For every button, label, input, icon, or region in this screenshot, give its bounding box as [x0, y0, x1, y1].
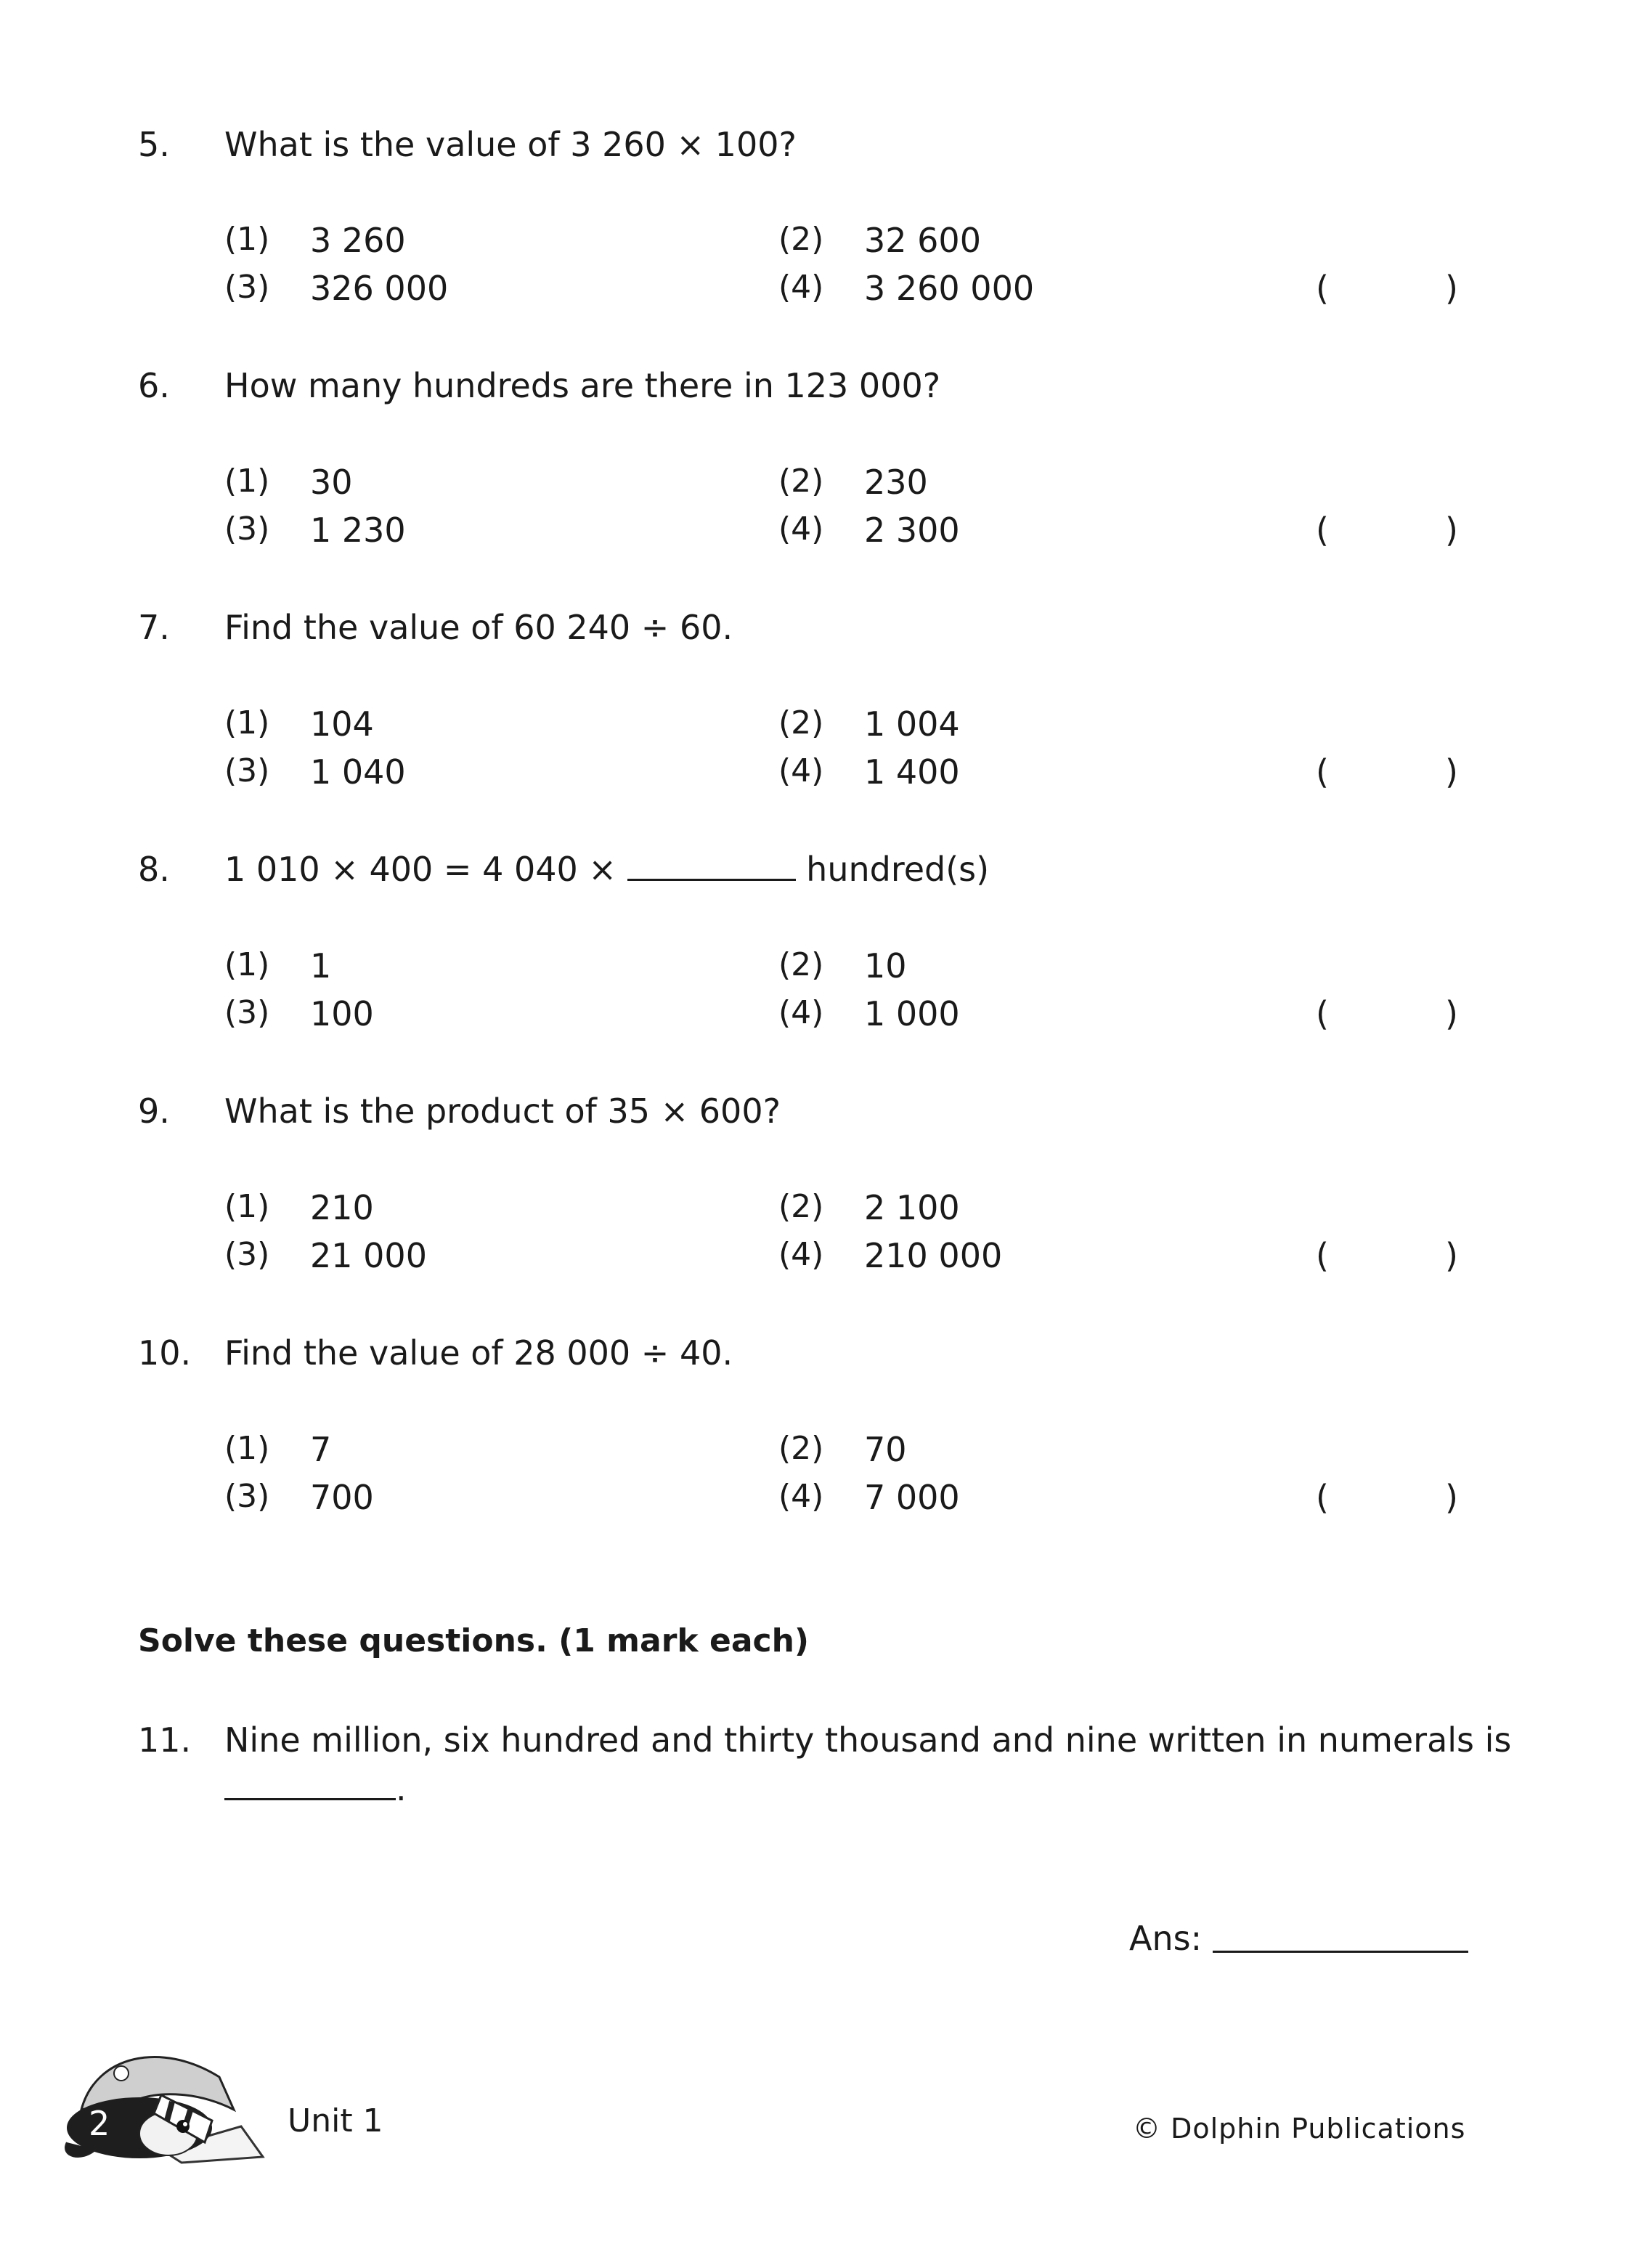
- option-value[interactable]: 1 230: [310, 511, 406, 550]
- option-tag: (4): [778, 1236, 824, 1273]
- option-tag: (4): [778, 752, 824, 789]
- option-value[interactable]: 1 040: [310, 752, 406, 792]
- answer-bracket-open: (: [1316, 994, 1329, 1033]
- option-tag: (4): [778, 269, 824, 306]
- option-value[interactable]: 700: [310, 1478, 374, 1517]
- answer-bracket-open: (: [1316, 269, 1329, 308]
- option-value[interactable]: 104: [310, 704, 374, 744]
- option-value[interactable]: 326 000: [310, 269, 449, 308]
- option-value[interactable]: 1 000: [864, 994, 960, 1033]
- question-text: 1 010 × 400 = 4 040 × hundred(s): [224, 850, 990, 889]
- section-heading: Solve these questions. (1 mark each): [138, 1622, 810, 1659]
- option-value[interactable]: 210: [310, 1188, 374, 1227]
- answer-label: Ans:: [1129, 1919, 1203, 1958]
- copyright-text: © Dolphin Publications: [1133, 2113, 1466, 2145]
- option-value[interactable]: 1: [310, 946, 332, 985]
- option-tag: (4): [778, 994, 824, 1031]
- option-value[interactable]: 2 300: [864, 511, 960, 550]
- answer-bracket-open: (: [1316, 1236, 1329, 1275]
- option-tag: (1): [224, 704, 270, 741]
- answer-bracket-close: ): [1445, 511, 1458, 550]
- answer-bracket-open: (: [1316, 511, 1329, 550]
- option-value[interactable]: 32 600: [864, 221, 981, 260]
- option-tag: (1): [224, 1188, 270, 1225]
- option-value[interactable]: 210 000: [864, 1236, 1003, 1275]
- option-value[interactable]: 2 100: [864, 1188, 960, 1227]
- question-number: 5.: [138, 125, 170, 164]
- fill-in-blank[interactable]: [224, 1798, 396, 1800]
- option-tag: (2): [778, 946, 824, 983]
- penguin-mascot-icon: [52, 2041, 299, 2167]
- option-tag: (4): [778, 1478, 824, 1515]
- option-tag: (4): [778, 511, 824, 548]
- option-tag: (2): [778, 1188, 824, 1225]
- option-value[interactable]: 1 004: [864, 704, 960, 744]
- option-tag: (1): [224, 221, 270, 258]
- option-value[interactable]: 10: [864, 946, 907, 985]
- answer-bracket-close: ): [1445, 1478, 1458, 1517]
- option-tag: (1): [224, 463, 270, 500]
- option-tag: (3): [224, 269, 270, 306]
- option-tag: (3): [224, 511, 270, 548]
- question-number: 8.: [138, 850, 170, 889]
- option-tag: (3): [224, 1236, 270, 1273]
- question-text: How many hundreds are there in 123 000?: [224, 366, 941, 405]
- answer-bracket-close: ): [1445, 269, 1458, 308]
- option-tag: (2): [778, 1430, 824, 1467]
- option-tag: (2): [778, 221, 824, 258]
- answer-bracket-open: (: [1316, 1478, 1329, 1517]
- answer-bracket-close: ): [1445, 752, 1458, 792]
- question-text: What is the value of 3 260 × 100?: [224, 125, 797, 164]
- question-number: 9.: [138, 1092, 170, 1131]
- answer-bracket-close: ): [1445, 994, 1458, 1033]
- page-number: 2: [89, 2104, 110, 2143]
- option-tag: (3): [224, 994, 270, 1031]
- option-value[interactable]: 1 400: [864, 752, 960, 792]
- option-value[interactable]: 3 260: [310, 221, 406, 260]
- option-tag: (2): [778, 704, 824, 741]
- question-number: 6.: [138, 366, 170, 405]
- answer-bracket-close: ): [1445, 1236, 1458, 1275]
- option-value[interactable]: 70: [864, 1430, 907, 1469]
- question-number: 11.: [138, 1720, 192, 1760]
- unit-label: Unit 1: [288, 2102, 383, 2139]
- option-tag: (2): [778, 463, 824, 500]
- option-value[interactable]: 30: [310, 463, 353, 502]
- answer-bracket-open: (: [1316, 752, 1329, 792]
- option-tag: (3): [224, 1478, 270, 1515]
- question-number: 7.: [138, 608, 170, 647]
- question-text: Nine million, six hundred and thirty thousand and nine written in numerals is: [224, 1720, 1512, 1760]
- answer-line[interactable]: [1213, 1951, 1468, 1953]
- option-value[interactable]: 7: [310, 1430, 332, 1469]
- question-text: Find the value of 60 240 ÷ 60.: [224, 608, 733, 647]
- option-tag: (1): [224, 946, 270, 983]
- fill-in-blank[interactable]: [627, 879, 796, 881]
- question-text: Find the value of 28 000 ÷ 40.: [224, 1333, 733, 1373]
- option-value[interactable]: 7 000: [864, 1478, 960, 1517]
- option-value[interactable]: 3 260 000: [864, 269, 1035, 308]
- option-tag: (3): [224, 752, 270, 789]
- option-tag: (1): [224, 1430, 270, 1467]
- option-value[interactable]: 21 000: [310, 1236, 427, 1275]
- question-text: What is the product of 35 × 600?: [224, 1092, 781, 1131]
- option-value[interactable]: 230: [864, 463, 928, 502]
- question-answer-line: .: [224, 1772, 407, 1805]
- option-value[interactable]: 100: [310, 994, 374, 1033]
- question-number: 10.: [138, 1333, 192, 1373]
